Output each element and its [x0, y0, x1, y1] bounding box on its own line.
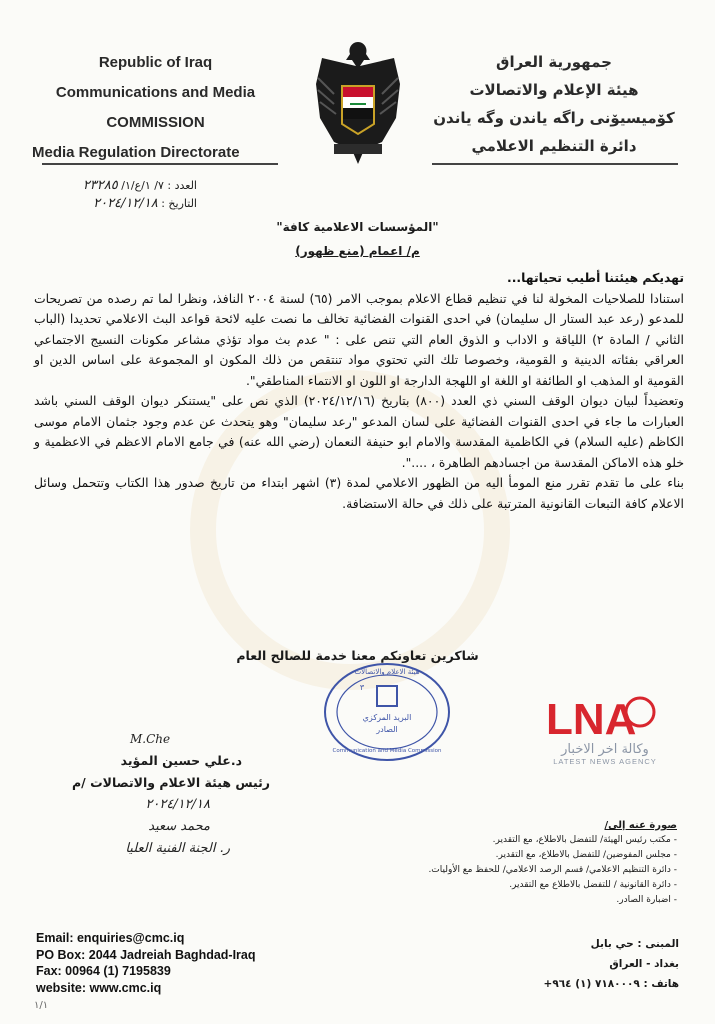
seal-en-ring: Communication and Media Commission: [332, 748, 442, 754]
handwritten-note-1: محمد سعيد: [148, 819, 210, 834]
paragraph-2: وتعضيداً لبيان ديوان الوقف السني ذي العدد (٨٠٠) بتاريخ (٢٠٢٤/١٢/١٦) الذي نص على "يستنكر ديوان الوقف السني باشد العبارات ما جاء في احدى القنوات الفضائية على لسان المدعو "رعد سليمان" وهو يتحدث عن عدم وجود جثمان الامام موسى الكاظم (عليه السلام) في الكاظمية المقدسة والامام ابو حنيفة النعمان (رضي الله عنه) في جامع الامام الاعظم في الاعظمية و خلو هذه الاماكن المقدسة من اجسادهم الطاهرة ، ....".: [34, 393, 684, 470]
copies-item: - مجلس المفوضين/ للتفضل بالاطلاع، مع التقدير.: [495, 850, 677, 860]
lna-letters: LNA: [546, 695, 637, 742]
addressee: "المؤسسات الاعلامية كافة": [276, 220, 439, 234]
copies-item: - دائرة التنظيم الاعلامي/ قسم الرصد الاعلامي/ للحفظ مع الأوليات.: [428, 865, 677, 875]
ref-date-value: ٢٠٢٤/١٢/١٨: [93, 196, 158, 211]
footer-email: Email: enquiries@cmc.iq: [36, 931, 185, 945]
footer-english: [36, 930, 256, 996]
blue-seal-stamp: [322, 660, 452, 765]
seal-label1: البريد المركزي: [362, 713, 412, 722]
lna-arabic: وكالة اخر الاخبار: [561, 742, 649, 757]
signatory-name: د.علي حسين المؤيد: [120, 753, 242, 768]
copies-item: - دائرة القانونية / للتفضل بالاطلاع مع التقدير.: [509, 880, 677, 890]
ar-underline: [432, 163, 678, 165]
subject-line: م/ اعمام (منع ظهور): [295, 244, 420, 258]
ar-line4: دائرة التنظيم الاعلامي: [471, 137, 637, 155]
handwritten-note-2: ر. الجنة الفنية العليا: [125, 841, 230, 856]
ref-number-value: ٢٣٢٨٥: [82, 178, 118, 193]
seal-ar-top: هيئة الاعلام والاتصالات: [354, 668, 420, 676]
letterhead-english: [32, 48, 273, 168]
ar-line3: كۆمیسیۆنی راگه یاندن وگه یاندن: [433, 109, 675, 127]
paragraph-1: استنادا للصلاحيات المخولة لنا في تنظيم قطاع الاعلام بموجب الامر (٦٥) لسنة ٢٠٠٤ النافذ، ونظرا لما تم رصده من تصريحات للمدعو (رعد عبد الستار ال سليمان) في احدى القنوات الفضائية تخالف ما نصت عليه لائحة قواعد البث الاعلامي تحديدا (الباب الثاني / المادة ٢) اللياقة و الاداب و الذوق العام التي تنص على : " عدم بث مواد تؤذي مشاعر مكونات النسيج الاجتماعي العراقي بفئاته الدينية و القومية، وخصوصا تلك التي تحتوي مواد تنتقص من ذلك المكون او المجموعة على اساس الدين او القومية او المذهب او الطائفة او اللغة او اللهجة الدارجة او اللون او الانتماء المناطقي".: [34, 290, 684, 388]
en-line4: Media Regulation Directorate: [32, 144, 240, 161]
ar-line2: هيئة الإعلام والاتصالات: [469, 81, 639, 99]
footer-arabic: [544, 934, 679, 994]
copies-title: صورة عنه إلى/: [604, 820, 677, 831]
lna-logo: [540, 690, 670, 780]
iraq-eagle-emblem-icon: [312, 38, 404, 168]
seal-number: ٣: [359, 683, 365, 692]
letterhead-arabic: [429, 48, 679, 160]
signature-block: [30, 728, 270, 860]
letter-body: [34, 268, 684, 514]
footer-fax: Fax: 00964 (1) 7195839: [36, 964, 171, 978]
en-underline: [42, 163, 278, 165]
en-line1: Republic of Iraq: [98, 54, 213, 71]
closing-line: شاكرين تعاونكم معنا خدمة للصالح العام: [236, 648, 479, 663]
footer-ar-city: بغداد - العراق: [609, 958, 679, 970]
signature-date: ٢٠٢٤/١٢/١٨: [145, 797, 210, 812]
signature-initials: M.Che: [130, 732, 171, 746]
ref-date-label: التاريخ :: [161, 197, 197, 210]
seal-label2: الصادر: [376, 725, 398, 734]
greeting: تهديكم هيئتنا أطيب تحياتها...: [507, 270, 684, 285]
lna-english: LATEST NEWS AGENCY: [553, 757, 657, 766]
page-number: ١/١: [34, 1000, 49, 1011]
footer-website: website: www.cmc.iq: [36, 980, 162, 995]
copies-list: [377, 818, 677, 908]
footer-ar-building: المبنى : حي بابل: [590, 938, 679, 950]
footer-ar-phone: هاتف : ٧١٨٠٠٠٩ (١) ٩٦٤+: [543, 978, 679, 990]
reference-block: [32, 178, 197, 214]
en-line2: Communications and Media: [55, 84, 256, 101]
footer-pobox: PO Box: 2044 Jadreiah Baghdad-Iraq: [36, 947, 256, 962]
en-line3: COMMISSION: [106, 114, 205, 131]
ar-line1: جمهورية العراق: [496, 53, 612, 71]
ref-number-label: العدد : ٧/ ١/ع/١/: [121, 179, 197, 192]
signatory-title: رئيس هيئة الاعلام والاتصالات: [90, 775, 270, 790]
copies-item: - اضبارة الصادر.: [616, 895, 677, 905]
copies-item: - مكتب رئيس الهيئة/ للتفضل بالاطلاع، مع التقدير.: [492, 835, 677, 845]
lna-mark-icon: [540, 690, 670, 742]
paragraph-3: بناء على ما تقدم تقرر منع المومأ اليه من الظهور الاعلامي لمدة (٣) اشهر ابتداء من تاريخ صدور هذا الكتاب وتتحمل وسائل الاعلام كافة التبعات القانونية المترتبة على ذلك في حالة الاستضافة.: [34, 475, 684, 511]
signatory-title-prefix: /م: [72, 775, 86, 790]
